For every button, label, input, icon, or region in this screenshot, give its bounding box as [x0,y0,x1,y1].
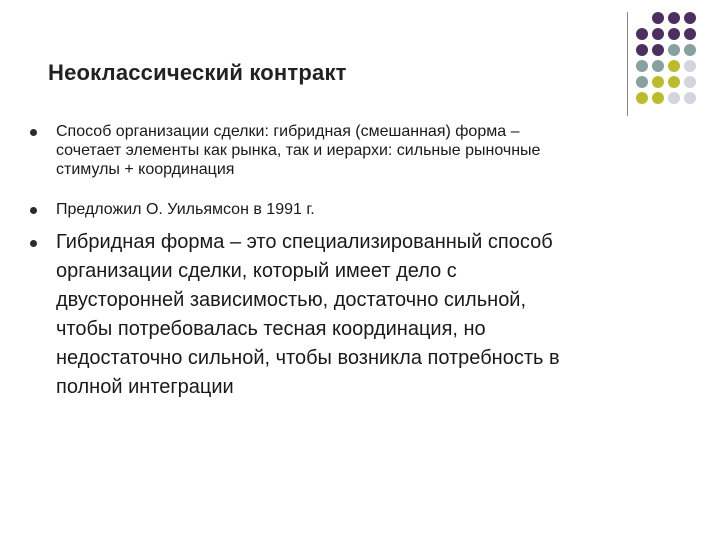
bullet-marker-icon [30,207,37,214]
bullet-line: недостаточно сильной, чтобы возникла потребность в [56,347,560,369]
decorative-dot [684,28,696,40]
bullet-line: Гибридная форма – это специализированный способ [56,231,553,253]
decorative-dot [652,76,664,88]
bullet-line: чтобы потребовалась тесная координация, но [56,318,486,340]
slide-title: Неоклассический контракт [48,60,347,85]
decorative-dot [684,12,696,24]
bullet-text [56,122,540,179]
decorative-dot [652,12,664,24]
bullet-line: организации сделки, который имеет дело с [56,260,457,282]
decorative-dot [668,12,680,24]
decorative-dot [668,76,680,88]
decorative-dot [636,92,648,104]
decorative-dot [684,92,696,104]
decorative-dot [652,44,664,56]
decorative-dot [668,28,680,40]
decorative-dot [668,92,680,104]
decorative-dot [652,92,664,104]
decorative-dot [636,60,648,72]
bullet-text [56,200,315,219]
bullet-line: двусторонней зависимостью, достаточно сильной, [56,289,527,311]
bullet-line: полной интеграции [56,376,234,398]
bullet-text [56,228,560,402]
decorative-dot [636,28,648,40]
decorative-dot [652,28,664,40]
bullet-line: Способ организации сделки: гибридная (смешанная) форма – [56,123,520,140]
decorative-dot [684,76,696,88]
bullet-marker-icon [30,129,37,136]
decorative-dot [684,44,696,56]
decorative-dot [652,60,664,72]
decorative-dot [684,60,696,72]
decorative-dot [636,76,648,88]
decorative-dot [636,44,648,56]
bullet-line: Предложил О. Уильямсон в 1991 г. [56,201,315,218]
bullet-line: сочетает элементы как рынка, так и иерархи: сильные рыночные [56,142,541,159]
bullet-line: стимулы + координация [56,161,235,178]
decorative-dot [668,44,680,56]
divider-line [627,12,628,116]
decorative-dot [668,60,680,72]
bullet-marker-icon [30,240,37,247]
